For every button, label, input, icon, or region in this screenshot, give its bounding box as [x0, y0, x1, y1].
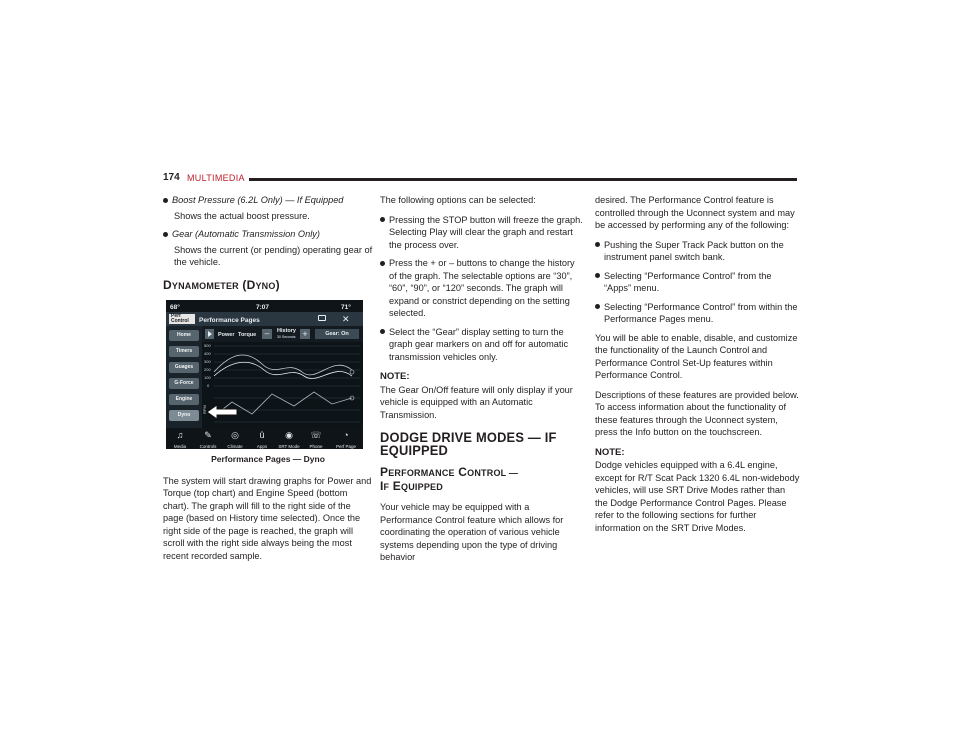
performance-control-body: Your vehicle may be equipped with a Performance Control feature which allows for coordinating the operation of various vehicle systems depending upon the type of driving behavior — [380, 502, 564, 562]
bottom-nav — [166, 428, 363, 449]
menu-guages[interactable]: Guages — [169, 362, 199, 373]
options-intro: The following options can be selected: — [380, 195, 536, 205]
bullet-performance-pages: Selecting “Performance Control” from within the Performance Pages menu. — [595, 301, 800, 326]
gear-toggle[interactable]: Gear: On — [315, 329, 359, 339]
minus-button[interactable]: – — [262, 329, 272, 339]
col3-intro: desired. The Performance Control feature is controlled through the Uconnect system and may be accessed by performing any of the following: — [595, 195, 795, 230]
bullet-super-track-pack: Pushing the Super Track Pack button on the instrument panel switch bank. — [595, 239, 800, 264]
nav-climate[interactable]: ◎ Climate — [223, 429, 247, 449]
temp-right: 71° — [341, 304, 351, 311]
title-bar — [166, 312, 363, 326]
bullet-stop: Pressing the STOP button will freeze the graph. Selecting Play will clear the graph and restart the process over. — [380, 214, 584, 252]
y-tick: 400 — [204, 351, 211, 356]
srt-mode-icon: ◉ — [285, 430, 293, 440]
dyno-body: The system will start drawing graphs for Power and Torque (top chart) and Engine Speed (bottom chart). The graph will fill to the right side of the page (based on History time selected). Once the right side of the page is reached, the graph will scroll with the right side always being the most recent recorded sample. — [163, 475, 372, 561]
drive-modes-heading: DODGE DRIVE MODES — IF EQUIPPED — [380, 429, 557, 458]
temp-left: 68° — [170, 304, 180, 311]
menu-engine[interactable]: Engine — [169, 394, 199, 405]
page-header — [163, 172, 799, 186]
nav-apps[interactable]: û Apps — [250, 429, 274, 449]
history-setting: History 30 Seconds — [277, 328, 296, 339]
status-bar — [166, 300, 363, 312]
note-label: NOTE: — [595, 446, 625, 458]
bullet-apps-menu: Selecting “Performance Control” from the “Apps” menu. — [595, 270, 800, 295]
y-axis-label: RPM — [202, 405, 207, 414]
side-menu — [166, 326, 202, 428]
close-icon[interactable]: ✕ — [342, 314, 350, 324]
bullet-boost-pressure: Boost Pressure (6.2L Only) — If Equipped — [163, 194, 373, 207]
column-1 — [163, 194, 373, 569]
camera-icon[interactable] — [318, 315, 326, 321]
nav-media[interactable]: ♫ Media — [168, 429, 192, 449]
climate-icon: ◎ — [231, 430, 239, 440]
plus-button[interactable]: + — [300, 329, 310, 339]
clock: 7:07 — [256, 304, 270, 311]
col3-para-1: You will be able to enable, disable, and customize the functionality of the Launch Control and Performance Control Set-Up features within Performance Control. — [595, 332, 798, 380]
column-3 — [595, 194, 800, 541]
bullet-gear-display: Select the “Gear” display setting to turn the graph gear markers on and off for automatic transmission vehicles only. — [380, 326, 584, 364]
header-rule — [249, 178, 797, 181]
perf-control-logo: Perf Control — [169, 314, 195, 324]
nav-perf-page[interactable]: ◔ Perf Page — [331, 429, 361, 449]
col3-para-2: Descriptions of these features are provided below. To access information about the functionality of these features through the Uconnect system, press the Info button on the touchscreen. — [595, 389, 799, 437]
phone-icon: ☏ — [310, 430, 322, 440]
bullet-gear: Gear (Automatic Transmission Only) — [163, 228, 373, 241]
y-tick: 200 — [204, 367, 211, 372]
section-title: MULTIMEDIA — [187, 173, 245, 183]
menu-g-force[interactable]: G-Force — [169, 378, 199, 389]
note-label: NOTE: — [380, 371, 410, 382]
menu-timers[interactable]: Timers — [169, 346, 199, 357]
column-2 — [380, 194, 584, 571]
note-text: Dodge vehicles equipped with a 6.4L engine, except for R/T Scat Pack 1320 6.4L non-widebody vehicles, will use SRT Drive Modes rather than the Dodge Performance Control Pages. Please refer to the following sections for further information on the SRT Drive Modes. — [595, 460, 800, 533]
nav-phone[interactable]: ☏ Phone — [304, 429, 328, 449]
note-text: The Gear On/Off feature will only display if your vehicle is equipped with an Automatic Transmission. — [380, 384, 573, 420]
screen-title: Performance Pages — [199, 317, 260, 324]
y-tick: 100 — [204, 375, 211, 380]
arrow-indicator — [206, 404, 238, 420]
gauge-icon: ◔ — [343, 430, 349, 440]
apps-icon: û — [259, 430, 265, 440]
bullet-history: Press the + or – buttons to change the history of the graph. The selectable options are “30”, “60”, “90”, or “120” seconds. The graph will expand or constrict depending on the setting selected. — [380, 257, 584, 320]
menu-dyno[interactable]: Dyno — [169, 410, 199, 421]
tab-torque[interactable]: Torque — [238, 329, 256, 343]
dyno-screen-figure — [166, 300, 363, 449]
y-tick: 300 — [204, 359, 211, 364]
figure-caption: Performance Pages — Dyno — [211, 454, 325, 464]
bullet-desc: Shows the current (or pending) operating gear of the vehicle. — [174, 244, 373, 267]
page-number: 174 — [163, 172, 180, 183]
play-icon[interactable] — [205, 329, 214, 339]
y-tick: 500 — [204, 343, 211, 348]
y-tick: 0 — [207, 383, 210, 388]
nav-controls[interactable]: ✎ Controls — [196, 429, 220, 449]
performance-control-heading: PERFORMANCE CONTROL — IF EQUIPPED — [380, 465, 519, 493]
menu-home[interactable]: Home — [169, 330, 199, 341]
music-note-icon: ♫ — [176, 430, 184, 440]
controls-icon: ✎ — [204, 430, 212, 440]
tab-power[interactable]: Power — [218, 329, 235, 343]
nav-srt-mode[interactable]: ◉ SRT Mode — [278, 430, 300, 449]
section-heading-dyno: DYNAMOMETER (DYNO) — [163, 277, 280, 292]
bullet-desc: Shows the actual boost pressure. — [174, 210, 310, 221]
graph-controls — [202, 326, 363, 342]
